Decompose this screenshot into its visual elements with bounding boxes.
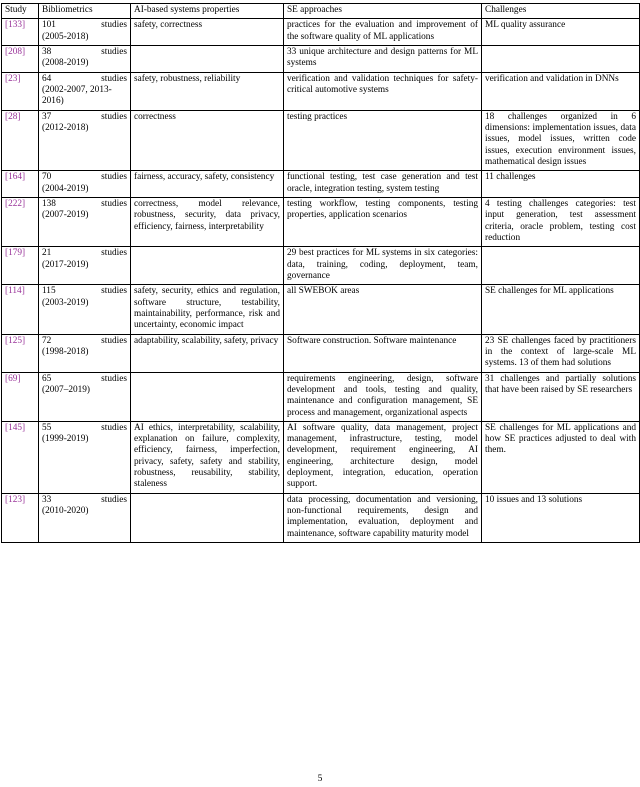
challenges-cell: 4 testing challenges categories: test input generation, test assessment criteria, oracle problem, testing cost reduction [482, 197, 640, 246]
bibliometrics-cell [39, 19, 131, 46]
bibliometrics-cell [39, 334, 131, 372]
study-count: 101 [42, 20, 56, 31]
header-se-approaches: SE approaches [284, 4, 482, 19]
challenges-cell: 23 SE challenges faced by practitioners in the context of large-scale ML systems. 13 of them had solutions [482, 334, 640, 372]
citation-link[interactable]: [179] [5, 248, 26, 259]
study-years: (2017-2019) [42, 259, 89, 270]
citation-link[interactable]: [125] [5, 335, 26, 346]
study-count: 65 [42, 373, 52, 384]
challenges-cell: SE challenges for ML applications and how SE practices adjusted to deal with them. [482, 421, 640, 493]
study-years: (2004-2019) [42, 183, 89, 194]
study-years: (2010-2020) [42, 506, 89, 517]
study-count: 37 [42, 111, 52, 122]
bibliometrics-cell [39, 421, 131, 493]
study-cell [2, 372, 39, 421]
challenges-cell [482, 45, 640, 72]
study-years: (1998-2018) [42, 346, 89, 357]
page-number: 5 [317, 774, 323, 784]
study-years: (2007-2019) [42, 210, 89, 221]
study-cell [2, 197, 39, 246]
study-cell [2, 45, 39, 72]
challenges-cell: ML quality assurance [482, 19, 640, 46]
properties-cell: correctness, model relevance, robustness, security, data privacy, efficiency, fairness, interpretability [131, 197, 284, 246]
study-unit: studies [101, 248, 127, 259]
study-cell [2, 493, 39, 542]
study-cell [2, 285, 39, 334]
study-cell [2, 171, 39, 198]
study-count: 64 [42, 73, 52, 84]
table-row [2, 197, 640, 246]
challenges-cell: 18 challenges organized in 6 dimensions: implementation issues, data issues, model issues, written code issues, execution environment issues, mathematical design issues [482, 110, 640, 171]
properties-cell [131, 372, 284, 421]
citation-link[interactable]: [145] [5, 422, 26, 433]
properties-cell: fairness, accuracy, safety, consistency [131, 171, 284, 198]
study-count: 38 [42, 46, 52, 57]
table-row [2, 334, 640, 372]
approaches-cell: Software construction. Software maintenance [284, 334, 482, 372]
bibliometrics-cell [39, 493, 131, 542]
citation-link[interactable]: [114] [5, 286, 25, 297]
challenges-cell: verification and validation in DNNs [482, 72, 640, 110]
table-row [2, 171, 640, 198]
citation-link[interactable]: [123] [5, 494, 26, 505]
study-years: (2002-2007, 2013-2016) [42, 84, 112, 107]
approaches-cell: verification and validation techniques for safety-critical automotive systems [284, 72, 482, 110]
citation-link[interactable]: [222] [5, 198, 26, 209]
approaches-cell: data processing, documentation and versioning, non-functional requirements, design and implementation, evaluation, deployment and maintenance, software capability maturity model [284, 493, 482, 542]
approaches-cell: practices for the evaluation and improvement of the software quality of ML applications [284, 19, 482, 46]
literature-review-table [1, 3, 640, 543]
study-cell [2, 334, 39, 372]
bibliometrics-cell [39, 110, 131, 171]
study-unit: studies [101, 20, 127, 31]
table-row [2, 110, 640, 171]
table-row [2, 421, 640, 493]
table-header-row [2, 4, 640, 19]
table-row [2, 19, 640, 46]
study-cell [2, 110, 39, 171]
citation-link[interactable]: [164] [5, 172, 26, 183]
header-properties: AI-based systems properties [131, 4, 284, 19]
challenges-cell: SE challenges for ML applications [482, 285, 640, 334]
properties-cell: safety, robustness, reliability [131, 72, 284, 110]
study-unit: studies [101, 46, 127, 57]
study-cell [2, 72, 39, 110]
approaches-cell: requirements engineering, design, software development and tools, testing and quality, maintenance and configuration management, SE process and management, organizational aspects [284, 372, 482, 421]
study-count: 55 [42, 422, 52, 433]
study-years: (2003-2019) [42, 297, 89, 308]
citation-link[interactable]: [23] [5, 73, 21, 84]
properties-cell [131, 247, 284, 285]
study-cell [2, 421, 39, 493]
bibliometrics-cell [39, 197, 131, 246]
study-unit: studies [101, 422, 127, 433]
properties-cell: safety, correctness [131, 19, 284, 46]
approaches-cell: testing practices [284, 110, 482, 171]
study-unit: studies [101, 286, 127, 297]
table-row [2, 72, 640, 110]
approaches-cell: testing workflow, testing components, testing properties, application scenarios [284, 197, 482, 246]
study-count: 70 [42, 172, 52, 183]
bibliometrics-cell [39, 247, 131, 285]
citation-link[interactable]: [28] [5, 111, 21, 122]
header-study: Study [2, 4, 39, 19]
study-years: (2012-2018) [42, 122, 89, 133]
header-challenges: Challenges [482, 4, 640, 19]
citation-link[interactable]: [208] [5, 46, 26, 57]
citation-link[interactable]: [133] [5, 20, 26, 31]
approaches-cell: all SWEBOK areas [284, 285, 482, 334]
study-years: (1999-2019) [42, 434, 89, 445]
properties-cell [131, 493, 284, 542]
study-count: 33 [42, 494, 52, 505]
approaches-cell: AI software quality, data management, project management, infrastructure, testing, model development, requirement engineering, AI engineering, architecture design, model deployment, integration, education, operation support. [284, 421, 482, 493]
study-count: 72 [42, 335, 52, 346]
challenges-cell: 11 challenges [482, 171, 640, 198]
bibliometrics-cell [39, 72, 131, 110]
study-count: 21 [42, 248, 52, 259]
study-years: (2005-2018) [42, 31, 89, 42]
properties-cell: AI ethics, interpretability, scalability, explanation on failure, complexity, efficiency, fairness, imperfection, privacy, safety, safety and stability, robustness, reusability, stability, staleness [131, 421, 284, 493]
approaches-cell: functional testing, test case generation and test oracle, integration testing, system testing [284, 171, 482, 198]
study-cell [2, 19, 39, 46]
study-count: 115 [42, 286, 56, 297]
study-years: (2007–2019) [42, 384, 91, 395]
study-unit: studies [101, 335, 127, 346]
challenges-cell: 31 challenges and partially solutions that have been raised by SE researchers [482, 372, 640, 421]
properties-cell: correctness [131, 110, 284, 171]
citation-link[interactable]: [69] [5, 373, 21, 384]
properties-cell [131, 45, 284, 72]
properties-cell: safety, security, ethics and regulation, software structure, testability, maintainability, performance, risk and uncertainty, economic impact [131, 285, 284, 334]
table-row [2, 285, 640, 334]
study-unit: studies [101, 494, 127, 505]
bibliometrics-cell [39, 45, 131, 72]
approaches-cell: 29 best practices for ML systems in six categories: data, training, coding, deployment, team, governance [284, 247, 482, 285]
study-years: (2008-2019) [42, 58, 89, 69]
study-unit: studies [101, 198, 127, 209]
study-cell [2, 247, 39, 285]
study-unit: studies [101, 73, 127, 84]
study-unit: studies [101, 111, 127, 122]
study-unit: studies [101, 172, 127, 183]
study-count: 138 [42, 198, 56, 209]
approaches-cell: 33 unique architecture and design patterns for ML systems [284, 45, 482, 72]
bibliometrics-cell [39, 285, 131, 334]
challenges-cell: 10 issues and 13 solutions [482, 493, 640, 542]
challenges-cell [482, 247, 640, 285]
bibliometrics-cell [39, 372, 131, 421]
table-row [2, 372, 640, 421]
table-row [2, 493, 640, 542]
header-bibliometrics: Bibliometrics [39, 4, 131, 19]
table-row [2, 247, 640, 285]
bibliometrics-cell [39, 171, 131, 198]
properties-cell: adaptability, scalability, safety, privacy [131, 334, 284, 372]
table-row [2, 45, 640, 72]
study-unit: studies [101, 373, 127, 384]
